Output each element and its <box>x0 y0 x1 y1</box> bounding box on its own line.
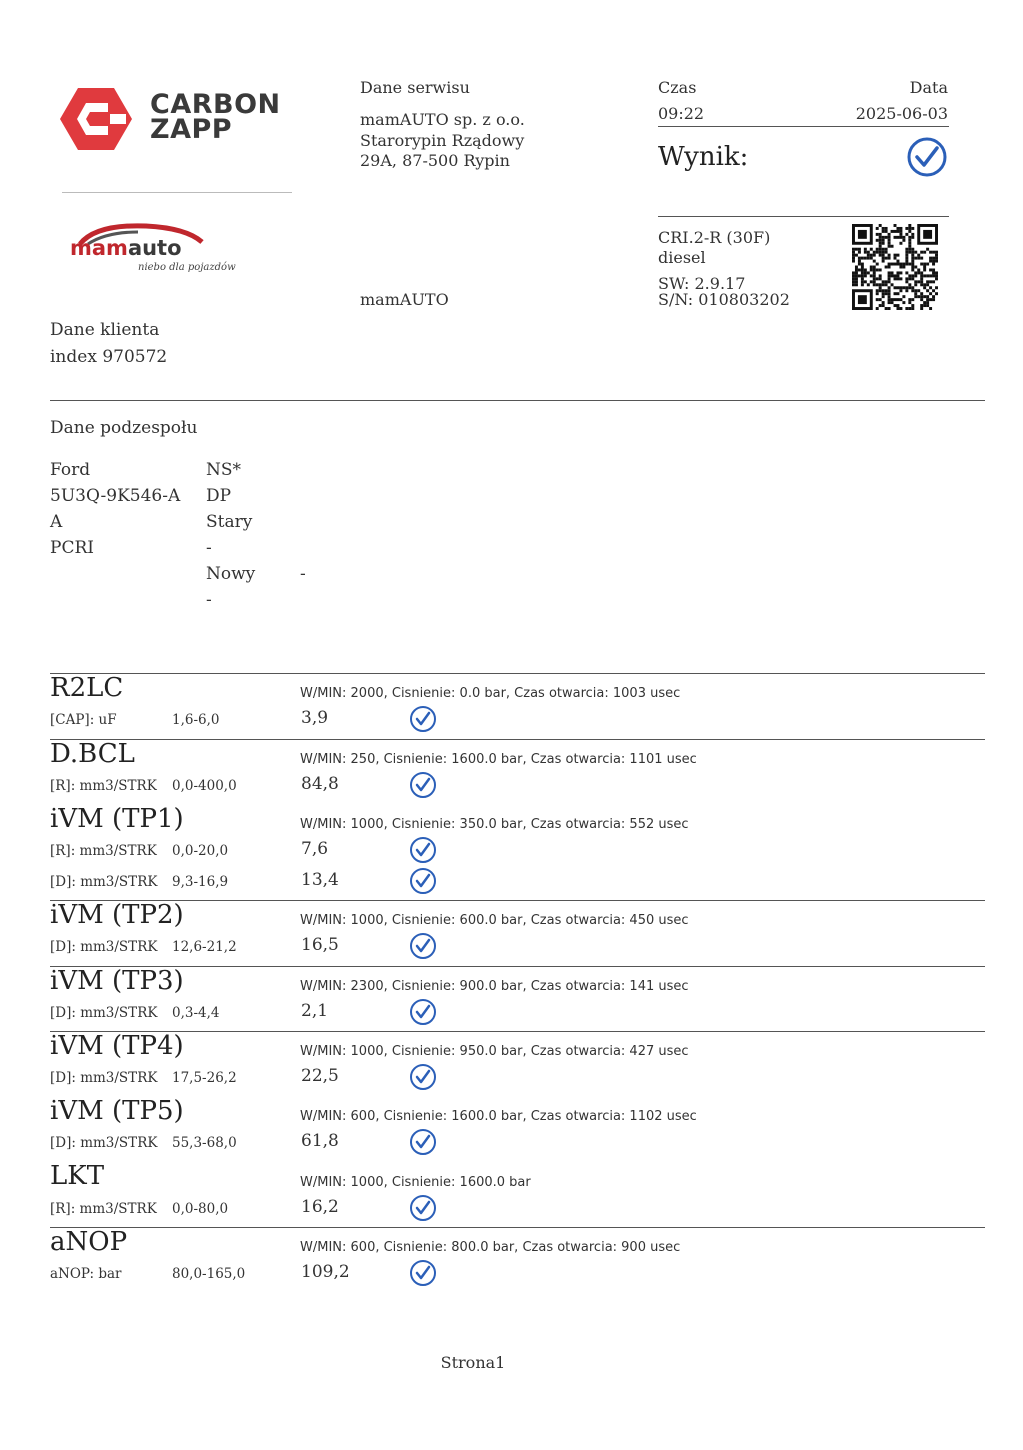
result-check-icon <box>906 136 948 178</box>
carbon-zapp-logo-icon <box>60 86 132 152</box>
component-part-number: 5U3Q-9K546-A <box>50 486 181 506</box>
test-name: iVM (TP2) <box>50 900 184 930</box>
component-field: - <box>206 590 212 610</box>
test-params: W/MIN: 250, Cisnienie: 1600.0 bar, Czas otwarcia: 1101 usec <box>300 752 697 767</box>
divider <box>50 1031 985 1032</box>
component-make: Ford <box>50 460 91 480</box>
divider <box>658 126 949 127</box>
pass-check-icon <box>409 1063 437 1091</box>
measurement-range: 0,0-80,0 <box>172 1201 229 1217</box>
measurement-value: 109,2 <box>301 1262 350 1282</box>
service-logo-word <box>70 236 182 260</box>
measurement-label: [D]: mm3/STRK <box>50 1135 158 1151</box>
page-number: Strona1 <box>440 1353 506 1372</box>
service-address-2: 29A, 87-500 Rypin <box>360 151 510 170</box>
device-fuel: diesel <box>658 248 706 267</box>
measurement-value: 3,9 <box>301 708 329 728</box>
divider <box>658 216 949 217</box>
device-model: CRI.2-R (30F) <box>658 228 771 247</box>
divider <box>50 1227 985 1228</box>
test-params: W/MIN: 2000, Cisnienie: 0.0 bar, Czas otwarcia: 1003 usec <box>300 686 681 701</box>
divider <box>50 966 985 967</box>
time-value: 09:22 <box>658 104 705 123</box>
divider <box>50 673 985 674</box>
measurement-label: aNOP: bar <box>50 1266 122 1282</box>
measurement-range: 55,3-68,0 <box>172 1135 237 1151</box>
time-label: Czas <box>658 78 697 97</box>
measurement-value: 61,8 <box>301 1131 339 1151</box>
measurement-value: 22,5 <box>301 1066 339 1086</box>
component-field: Nowy <box>206 564 256 584</box>
measurement-value: 2,1 <box>301 1001 329 1021</box>
device-sn: S/N: 010803202 <box>658 290 790 309</box>
brand-line2: ZAPP <box>150 114 233 145</box>
divider <box>62 192 292 193</box>
brand-name <box>150 89 281 145</box>
pass-check-icon <box>409 771 437 799</box>
measurement-label: [D]: mm3/STRK <box>50 874 158 890</box>
test-name: iVM (TP3) <box>50 966 184 996</box>
date-label: Data <box>909 78 948 97</box>
qr-code-icon <box>852 224 938 310</box>
measurement-label: [CAP]: uF <box>50 712 117 728</box>
divider <box>50 900 985 901</box>
measurement-value: 13,4 <box>301 870 339 890</box>
client-label: Dane klienta <box>50 320 160 340</box>
measurement-value: 7,6 <box>301 839 329 859</box>
brand-line1: CARBON <box>150 89 281 120</box>
test-name: R2LC <box>50 673 124 703</box>
measurement-value: 84,8 <box>301 774 339 794</box>
service-logo-tagline: niebo dla pojazdów <box>138 262 236 273</box>
test-name: aNOP <box>50 1227 128 1257</box>
test-name: iVM (TP1) <box>50 804 184 834</box>
service-logo-word-b: auto <box>127 236 182 260</box>
measurement-label: [D]: mm3/STRK <box>50 1005 158 1021</box>
component-new-value: - <box>300 564 306 584</box>
measurement-label: [R]: mm3/STRK <box>50 1201 157 1217</box>
measurement-range: 80,0-165,0 <box>172 1266 246 1282</box>
component-field: - <box>206 538 212 558</box>
measurement-range: 9,3-16,9 <box>172 874 229 890</box>
service-logo-word-a: mam <box>70 236 128 260</box>
pass-check-icon <box>409 1259 437 1287</box>
divider <box>50 400 985 401</box>
test-name: iVM (TP4) <box>50 1031 184 1061</box>
component-field: NS* <box>206 460 242 480</box>
measurement-label: [D]: mm3/STRK <box>50 1070 158 1086</box>
pass-check-icon <box>409 998 437 1026</box>
measurement-label: [D]: mm3/STRK <box>50 939 158 955</box>
pass-check-icon <box>409 1194 437 1222</box>
test-name: LKT <box>50 1161 105 1191</box>
component-field: Stary <box>206 512 253 532</box>
device-sw: SW: 2.9.17 <box>658 274 746 293</box>
test-params: W/MIN: 1000, Cisnienie: 350.0 bar, Czas otwarcia: 552 usec <box>300 817 689 832</box>
pass-check-icon <box>409 1128 437 1156</box>
measurement-label: [R]: mm3/STRK <box>50 778 157 794</box>
pass-check-icon <box>409 867 437 895</box>
measurement-range: 17,5-26,2 <box>172 1070 237 1086</box>
measurement-range: 0,0-20,0 <box>172 843 229 859</box>
test-params: W/MIN: 600, Cisnienie: 1600.0 bar, Czas otwarcia: 1102 usec <box>300 1109 697 1124</box>
component-type: PCRI <box>50 538 94 558</box>
test-params: W/MIN: 1000, Cisnienie: 1600.0 bar <box>300 1175 531 1190</box>
measurement-range: 0,3-4,4 <box>172 1005 220 1021</box>
test-name: D.BCL <box>50 739 135 769</box>
service-address-1: Starorypin Rządowy <box>360 131 525 150</box>
measurement-range: 0,0-400,0 <box>172 778 237 794</box>
service-name: mamAUTO sp. z o.o. <box>360 110 525 129</box>
pass-check-icon <box>409 836 437 864</box>
test-params: W/MIN: 1000, Cisnienie: 950.0 bar, Czas otwarcia: 427 usec <box>300 1044 689 1059</box>
measurement-range: 1,6-6,0 <box>172 712 220 728</box>
result-label: Wynik: <box>658 142 749 172</box>
component-field: DP <box>206 486 232 506</box>
date-value: 2025-06-03 <box>855 104 948 123</box>
component-label: Dane podzespołu <box>50 418 198 438</box>
pass-check-icon <box>409 932 437 960</box>
measurement-value: 16,2 <box>301 1197 339 1217</box>
measurement-label: [R]: mm3/STRK <box>50 843 157 859</box>
measurement-range: 12,6-21,2 <box>172 939 237 955</box>
client-index: index 970572 <box>50 347 168 367</box>
test-params: W/MIN: 2300, Cisnienie: 900.0 bar, Czas otwarcia: 141 usec <box>300 979 689 994</box>
service-short-name: mamAUTO <box>360 290 449 309</box>
pass-check-icon <box>409 705 437 733</box>
divider <box>50 739 985 740</box>
test-name: iVM (TP5) <box>50 1096 184 1126</box>
test-params: W/MIN: 1000, Cisnienie: 600.0 bar, Czas otwarcia: 450 usec <box>300 913 689 928</box>
component-variant: A <box>50 512 63 532</box>
test-params: W/MIN: 600, Cisnienie: 800.0 bar, Czas otwarcia: 900 usec <box>300 1240 681 1255</box>
service-label: Dane serwisu <box>360 78 470 97</box>
service-logo <box>68 222 248 282</box>
measurement-value: 16,5 <box>301 935 339 955</box>
